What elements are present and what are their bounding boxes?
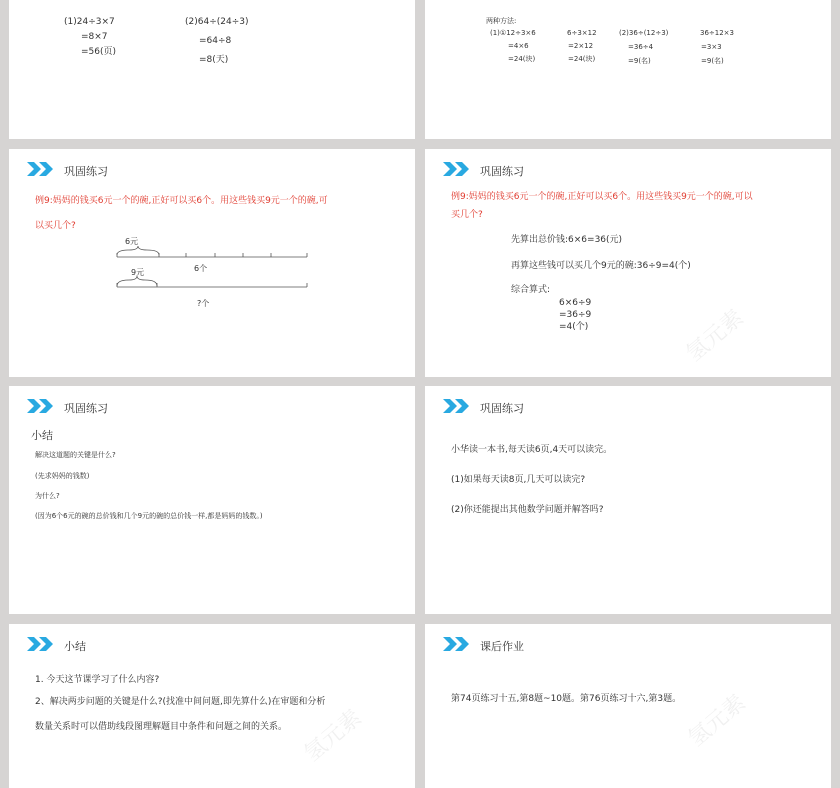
step-1: 先算出总价钱:6×6=36(元) — [511, 235, 623, 245]
answer-1: (先求妈妈的钱数) — [35, 472, 90, 480]
combined-label: 综合算式: — [511, 285, 551, 295]
question-1: (1)如果每天读8页,几天可以读完? — [451, 475, 586, 485]
m4-line-1: 36÷12×3 — [700, 29, 734, 37]
double-chevron-icon — [443, 637, 473, 651]
slide-title: 巩固练习 — [480, 402, 524, 415]
step-2: 再算这些钱可以买几个9元的碗:36÷9=4(个) — [511, 261, 691, 271]
slide-title: 小结 — [64, 640, 86, 653]
problem-line-1: 例9:妈妈的钱买6元一个的碗,正好可以买6个。用这些钱买9元一个的碗,可以 — [451, 192, 753, 202]
combined-line-3: =4(个) — [559, 322, 589, 332]
bottom-count-label: ?个 — [197, 299, 210, 308]
watermark: 氢元素 — [683, 690, 751, 752]
m3-line-2: =36÷4 — [628, 43, 654, 51]
bottom-segment-label: 9元 — [131, 268, 145, 277]
m2-line-2: =2×12 — [568, 42, 594, 50]
calc-2-line-1: (2)64÷(24÷3) — [185, 17, 249, 27]
combined-line-2: =36÷9 — [559, 310, 592, 320]
slide-4 — [425, 149, 831, 377]
summary-line-1: 1. 今天这节课学习了什么内容? — [35, 675, 160, 685]
question-1: 解决这道题的关键是什么? — [35, 451, 116, 459]
slide-1 — [9, 0, 415, 139]
homework-text: 第74页练习十五,第8题~10题。第76页练习十六,第3题。 — [451, 694, 682, 704]
calc-1-line-1: (1)24÷3×7 — [64, 17, 115, 27]
m4-line-2: =3×3 — [701, 43, 722, 51]
summary-line-3: 数量关系时可以借助线段图理解题目中条件和问题之间的关系。 — [35, 722, 288, 732]
intro-text: 小华读一本书,每天读6页,4天可以读完。 — [451, 445, 613, 455]
calc-1-line-3: =56(页) — [81, 47, 117, 57]
slide-2 — [425, 0, 831, 139]
double-chevron-icon — [27, 162, 57, 176]
slide-title: 巩固练习 — [64, 165, 108, 178]
top-segment-label: 6元 — [125, 237, 139, 246]
m3-line-1: (2)36÷(12÷3) — [619, 29, 669, 37]
answer-2: (因为6个6元的碗的总价钱和几个9元的碗的总价钱一样,都是妈妈的钱数。) — [35, 512, 263, 520]
slide-5 — [9, 386, 415, 614]
calc-1-line-2: =8×7 — [81, 32, 108, 42]
m2-line-3: =24(块) — [568, 55, 596, 63]
summary-line-2: 2、解决两步问题的关键是什么?(找准中间问题,即先算什么)在审题和分析 — [35, 697, 326, 707]
methods-label: 两种方法: — [486, 17, 517, 25]
double-chevron-icon — [27, 637, 57, 651]
slide-7 — [9, 624, 415, 788]
slide-8 — [425, 624, 831, 788]
problem-line-2: 买几个? — [451, 210, 483, 220]
slide-title: 课后作业 — [480, 640, 524, 653]
slide-6 — [425, 386, 831, 614]
m4-line-3: =9(名) — [701, 57, 724, 65]
question-2: 为什么? — [35, 492, 60, 500]
slide-3 — [9, 149, 415, 377]
m2-line-1: 6÷3×12 — [567, 29, 597, 37]
problem-line-2: 以买几个? — [35, 221, 76, 231]
top-count-label: 6个 — [194, 264, 208, 273]
watermark: 氢元素 — [299, 705, 367, 767]
problem-line-1: 例9:妈妈的钱买6元一个的碗,正好可以买6个。用这些钱买9元一个的碗,可 — [35, 196, 328, 206]
calc-2-line-2: =64÷8 — [199, 36, 232, 46]
summary-subtitle: 小结 — [31, 429, 53, 442]
m1-line-2: =4×6 — [508, 42, 529, 50]
combined-line-1: 6×6÷9 — [559, 298, 592, 308]
m1-line-1: (1)①12÷3×6 — [490, 29, 536, 37]
slide-title: 巩固练习 — [480, 165, 524, 178]
double-chevron-icon — [443, 162, 473, 176]
question-2: (2)你还能提出其他数学问题并解答吗? — [451, 505, 604, 515]
double-chevron-icon — [27, 399, 57, 413]
slide-title: 巩固练习 — [64, 402, 108, 415]
m1-line-3: =24(块) — [508, 55, 536, 63]
m3-line-3: =9(名) — [628, 57, 651, 65]
double-chevron-icon — [443, 399, 473, 413]
calc-2-line-3: =8(天) — [199, 55, 229, 65]
watermark: 氢元素 — [681, 305, 749, 367]
